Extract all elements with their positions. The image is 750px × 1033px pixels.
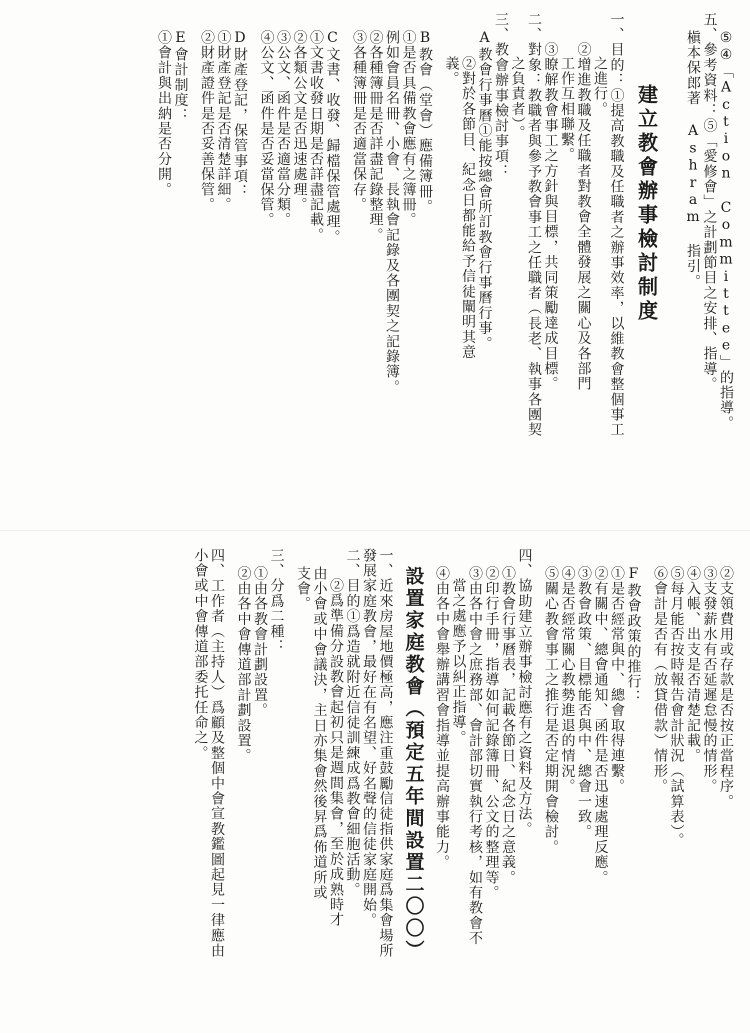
lower-text-column: 二、目的①爲造就附近信徒訓練成爲教會細胞活動。	[344, 548, 361, 898]
lower-text-column: 小會或中會傳道部委托任命之。	[192, 548, 209, 761]
upper-text-column: 之負責者）。	[509, 56, 526, 141]
lower-text-column: 當之處應予以糾正指導。	[450, 578, 467, 746]
upper-text-column: 之進行。	[592, 56, 608, 117]
upper-text-column: ②各類公文是否迅速處理。	[291, 30, 308, 213]
lower-text-column: 四、協助建立辦事檢討應有之資料及方法。	[516, 548, 533, 837]
lower-text-column: 設置家庭教會（預定五年間設置二〇〇）	[402, 566, 425, 962]
lower-text-column: 支會。	[295, 566, 311, 612]
lower-text-column: ①是否經常與中、總會取得連繫。	[609, 566, 625, 794]
lower-text-column: F教會政策的推行：	[625, 566, 642, 705]
upper-text-column: 建立教會辦事檢討制度	[634, 84, 659, 324]
upper-text-column: ②增進教職及任職者對教會全體發展之關心及各部門	[575, 42, 592, 392]
lower-text-column: 一、近來房屋地價極高，應注重鼓勵信徒指供家庭爲集會場所	[377, 548, 394, 959]
upper-text-column: ①是否具備教會應有之簿冊。	[400, 30, 417, 228]
lower-text-column: ④是否經常關心教勢進退的情況。	[559, 566, 576, 794]
lower-text-panel	[14, 548, 734, 1026]
lower-text-column: ②印行手冊，指導如何記錄簿冊、公文的整理等。	[483, 566, 500, 901]
upper-text-column: ①會計與出納是否分開。	[156, 30, 172, 198]
upper-text-column: B教會（堂會）應備簿冊。	[417, 30, 433, 215]
lower-text-column: ②支領費用或存款是否按正當程序。	[718, 566, 734, 810]
lower-text-column: ④入帳、出支是否清楚記載。	[685, 566, 701, 764]
upper-text-panel	[14, 12, 734, 517]
lower-text-column: ①由各教會計劃設置。	[252, 566, 268, 718]
upper-text-column: ②各種簿冊是否詳盡記錄整理。	[367, 30, 384, 243]
lower-text-column: ③支發薪水有否延遲怠慢的情形。	[701, 566, 718, 794]
lower-text-column: ②有關中、總會通知、函件是否迅速處理反應。	[592, 566, 609, 886]
lower-text-column: ①教會行事曆表，記載各節日、紀念日之意義。	[500, 566, 516, 886]
upper-text-column: ③公文、函件是否適當分類。	[275, 30, 291, 228]
upper-text-column: 工作互相聯繫。	[559, 56, 575, 163]
lower-text-column: ⑥會計是否有（放貸借款）情形。	[652, 566, 668, 794]
lower-text-column: 三、分爲二種：	[268, 548, 285, 655]
upper-text-column: 二、對象：教職者與參予教會事工之任職者（長老、執事各團契	[526, 12, 542, 438]
upper-text-column: C文書、收發、歸檔保管處理。	[324, 30, 341, 245]
lower-text-column: 四、工作者（主持人）爲顧及整個中會宣教鑑圖起見一律應由	[209, 548, 225, 959]
lower-text-column: ②由各中會傳道部計劃設置。	[235, 566, 252, 764]
lower-text-column: ⑤關心教會事工之推行是否定期開會檢討。	[543, 566, 559, 855]
upper-text-column: ①財產登記是否清楚詳細。	[215, 30, 232, 213]
upper-text-column: ③瞭解教會事工之方針與目標，共同策勵達成目標。	[542, 42, 559, 392]
upper-text-column: 五、參考資料：⑤「愛修會」之計劃節目之安排、指導。	[701, 12, 718, 392]
upper-text-column: D財產登記，保管事項：	[232, 30, 248, 200]
page-fold-line	[0, 530, 750, 531]
lower-text-column: ②爲準備分設教會起初只是週間集會，至於成熟時才	[328, 578, 344, 928]
upper-text-column: ①文書收發日期是否詳盡記載。	[308, 30, 324, 243]
upper-text-column: ③各種簿冊是否適當保存。	[351, 30, 367, 213]
upper-text-column: 槇本保郎著 Ashram 指引。	[685, 30, 701, 290]
upper-text-column: 一、目的：①提高教職及任職者之辦事效率，以維教會整個事工	[608, 12, 625, 438]
lower-text-column: 發展家庭教會，最好在有名望、好名聲的信徒家庭開始。	[361, 548, 377, 928]
lower-text-column: ④由各中會舉辦講習會指導並提高辦事能力。	[434, 566, 450, 870]
lower-text-column: ③由各中會之庶務部、會計部切實執行考核，如有教會不	[467, 566, 483, 946]
upper-text-column: ②對於各節目、紀念日都能給予信徒闡明其意	[460, 56, 476, 360]
upper-text-column: ⑤④「Action Committee」的指導。	[718, 30, 734, 431]
lower-text-column: ⑤每月能否按時報告會計狀況（試算表）。	[668, 566, 685, 848]
upper-text-column: A教會行事曆①能按總會所訂教會行事曆行事。	[476, 30, 493, 352]
upper-text-column: E會計制度：	[172, 30, 189, 124]
upper-text-column: 三、教會辦事檢討事項：	[493, 12, 509, 180]
lower-text-column: ③教會政策、目標能否與中、總會一致。	[576, 566, 592, 840]
upper-text-column: ④公文、函件是否妥當保管。	[258, 30, 275, 228]
upper-text-column: 義。	[443, 56, 460, 87]
lower-text-column: 由小會或中會議決，主日亦集會然後昇爲佈道所或	[311, 566, 328, 901]
upper-text-column: ②財產證件是否妥善保管。	[199, 30, 215, 213]
upper-text-column: 例如會員名冊、小會、長執會記錄及各團契之記錄簿。	[384, 30, 400, 395]
